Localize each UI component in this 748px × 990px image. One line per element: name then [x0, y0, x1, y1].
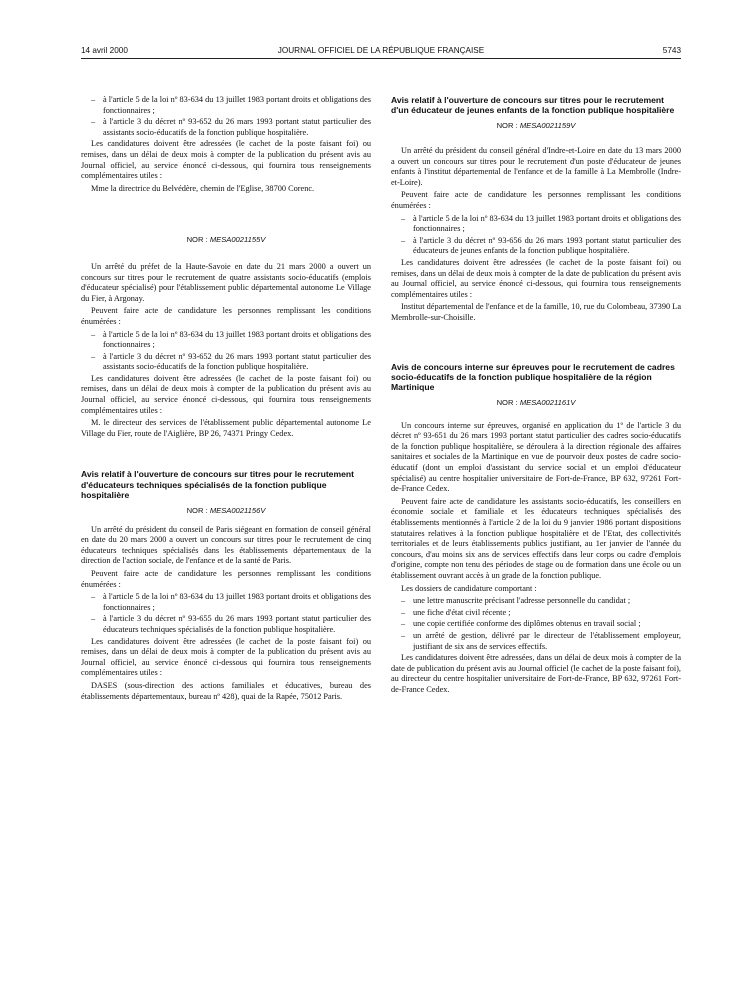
paragraph: Les candidatures doivent être adressées (le cachet de la poste faisant foi) ou remises, dans un délai de deux mois à compter de la publication du présent avis au Journal officiel, au service énoncé ci-dessous, qui fournira tous renseignements complémentaires utiles : [81, 139, 371, 181]
list-item: – une fiche d'état civil récente ; [401, 607, 511, 617]
list-item: – à l'article 5 de la loi nº 83-634 du 13 juillet 1983 portant droits et obligations des fonctionnaires ; [91, 592, 371, 612]
paragraph: Les candidatures doivent être adressées, dans un délai de deux mois à compter de la date de publication du présent avis au Journal officiel (le cachet de la poste faisant foi), au directeur du centre hospitalier universitaire de Fort-de-France, BP 632, 97261 Fort-de-France Cedex. [391, 653, 681, 694]
nor-reference: NOR : MESA0021161V [496, 398, 576, 408]
address-paragraph: DASES (sous-direction des actions familiales et éducatives, bureau des établissements départementaux, bureau nº 428), quai de la Rapée, 75012 Paris. [81, 680, 371, 701]
paragraph: Peuvent faire acte de candidature les personnes remplissant les conditions énumérées : [391, 190, 681, 210]
list-item: – à l'article 5 de la loi nº 83-634 du 13 juillet 1983 portant droits et obligations des fonctionnaires ; [91, 329, 371, 350]
list-item: – à l'article 3 du décret nº 93-652 du 26 mars 1993 portant statut particulier des assistants socio-éducatifs de la fonction publique hospitalière. [91, 351, 371, 372]
nor-reference: NOR : MESA0021159V [496, 121, 576, 131]
paragraph: Les dossiers de candidature comportant : [401, 583, 537, 593]
nor-reference: NOR : MESA0021156V [186, 506, 266, 516]
paragraph: Un concours interne sur épreuves, organisé en application du 1º de l'article 3 du décret nº 93-651 du 26 mars 1993 portant statut particulier des cadres socio-éducatifs de la fonction publique hospitalière, se déroulera à la direction régionale des affaires sanitaires et sociales de la Martinique en vue de pourvoir deux postes de cadre socio-éducatif (dont un emploi d'assistant du service social et un emploi d'éducateur spécialisé) au centre hospitalier universitaire de Fort-de-France, BP 632, 97261 Fort-de-France Cedex. [391, 420, 681, 494]
header-rule [81, 58, 681, 59]
list-item: – à l'article 5 de la loi nº 83-634 du 13 juillet 1983 portant droits et obligations des fonctionnaires ; [401, 213, 681, 234]
paragraph: Peuvent faire acte de candidature les assistants socio-éducatifs, les conseillers en économie sociale et familiale et les éducateurs techniques spécialisés des établissements mentionnés à l'article 2 de la loi du 9 janvier 1986 portant dispositions statutaires relatives à la fonction publique hospitalière et de l'Etat, des collectivités territoriales et de leurs établissements publics justifiant, au 1er janvier de l'année du concours, d'au moins six ans de services effectifs dans leur corps ou cadre d'emplois d'origine, compte non tenu des périodes de stage ou de formation dans une école ou un établissement ouvrant accès à un grade de la fonction publique. [391, 496, 681, 581]
header-journal-title: JOURNAL OFFICIEL DE LA RÉPUBLIQUE FRANÇAISE [277, 46, 485, 55]
address-paragraph: Institut départemental de l'enfance et de la famille, 10, rue du Colombeau, 37390 La Membrolle-sur-Choisille. [391, 302, 681, 322]
nor-reference: NOR : MESA0021155V [186, 235, 266, 245]
section-title: Avis de concours interne sur épreuves pour le recrutement de cadres socio-éducatifs de la fonction publique hospitalière de la région Martinique [391, 361, 675, 392]
paragraph: Peuvent faire acte de candidature les personnes remplissant les conditions énumérées : [81, 569, 371, 589]
paragraph: Un arrêté du président du conseil de Paris siégeant en formation de conseil général en date du 20 mars 2000 a ouvert un concours sur titres pour le recrutement de cinq éducateurs techniques spécialisés dans les établissements départementaux de la direction de l'action sociale, de l'enfance et de la santé de Paris. [81, 524, 371, 566]
paragraph: Un arrêté du préfet de la Haute-Savoie en date du 21 mars 2000 a ouvert un concours sur titres pour le recrutement de quatre assistants socio-éducatifs (emplois d'éducateur spécialisé) pour l'établissement public départemental autonome Le Village du Fier, à Argonay. [81, 261, 371, 303]
paragraph: Peuvent faire acte de candidature les personnes remplissant les conditions énumérées : [81, 306, 371, 326]
section-title: Avis relatif à l'ouverture de concours sur titres pour le recrutement d'éducateurs techniques spécialisés de la fonction publique hospitalière [81, 469, 354, 500]
address-paragraph: M. le directeur des services de l'établissement public départemental autonome Le Village du Fier, route de l'Aiglière, BP 26, 74371 Pringy Cedex. [81, 418, 371, 438]
paragraph: Les candidatures doivent être adressées (le cachet de la poste faisant foi) ou remises, dans un délai de deux mois à compter de la publication du présent avis au Journal officiel, au service énoncé ci-dessous, qui fournira tous renseignements complémentaires utiles : [81, 373, 371, 415]
list-item: – un arrêté de gestion, délivré par le directeur de l'établissement employeur, justifiant de six ans de services effectifs. [401, 630, 681, 651]
paragraph: Les candidatures doivent être adressées (le cachet de la poste faisant foi) ou remises, dans un délai de deux mois à compter de la date de publication du présent avis au Journal officiel, au service énoncé ci-dessous, qui fournira tous renseignements complémentaires utiles : [391, 257, 681, 299]
section-title: Avis relatif à l'ouverture de concours sur titres pour le recrutement d'un éducateur de jeunes enfants de la fonction publique hospitalière [391, 95, 675, 116]
address-paragraph: Mme la directrice du Belvédère, chemin de l'Eglise, 38700 Corenc. [91, 183, 315, 193]
list-item: – à l'article 3 du décret nº 93-652 du 26 mars 1993 portant statut particulier des assistants socio-éducatifs de la fonction publique hospitalière. [91, 117, 371, 137]
paragraph: Les candidatures doivent être adressées (le cachet de la poste faisant foi) ou remises, dans un délai de deux mois à compter de la publication du présent avis au Journal officiel, au service énoncé ci-dessous qui fournira tous renseignements complémentaires utiles : [81, 636, 371, 678]
list-item: – une copie certifiée conforme des diplômes obtenus en travail social ; [401, 619, 641, 629]
paragraph: Un arrêté du président du conseil général d'Indre-et-Loire en date du 13 mars 2000 a ouvert un concours sur titres pour le recrutement d'un poste d'éducateur de jeunes enfants à l'institut départemental de l'enfance et de la famille à La Membrolle (Indre-et-Loire). [391, 146, 681, 187]
right-column [391, 95, 681, 698]
list-item: – à l'article 5 de la loi nº 83-634 du 13 juillet 1983 portant droits et obligations des fonctionnaires ; [91, 95, 371, 115]
list-item: – une lettre manuscrite précisant l'adresse personnelle du candidat ; [401, 596, 631, 606]
list-item: – à l'article 3 du décret nº 93-655 du 26 mars 1993 portant statut particulier des éducateurs techniques spécialisés de la fonction publique hospitalière. [91, 614, 371, 634]
left-column [81, 95, 371, 704]
list-item: – à l'article 3 du décret nº 93-656 du 26 mars 1993 portant statut particulier des éducateurs de jeunes enfants de la fonction publique hospitalière. [401, 235, 681, 256]
header-page-number: 5743 [662, 46, 681, 55]
header-date: 14 avril 2000 [81, 46, 128, 55]
